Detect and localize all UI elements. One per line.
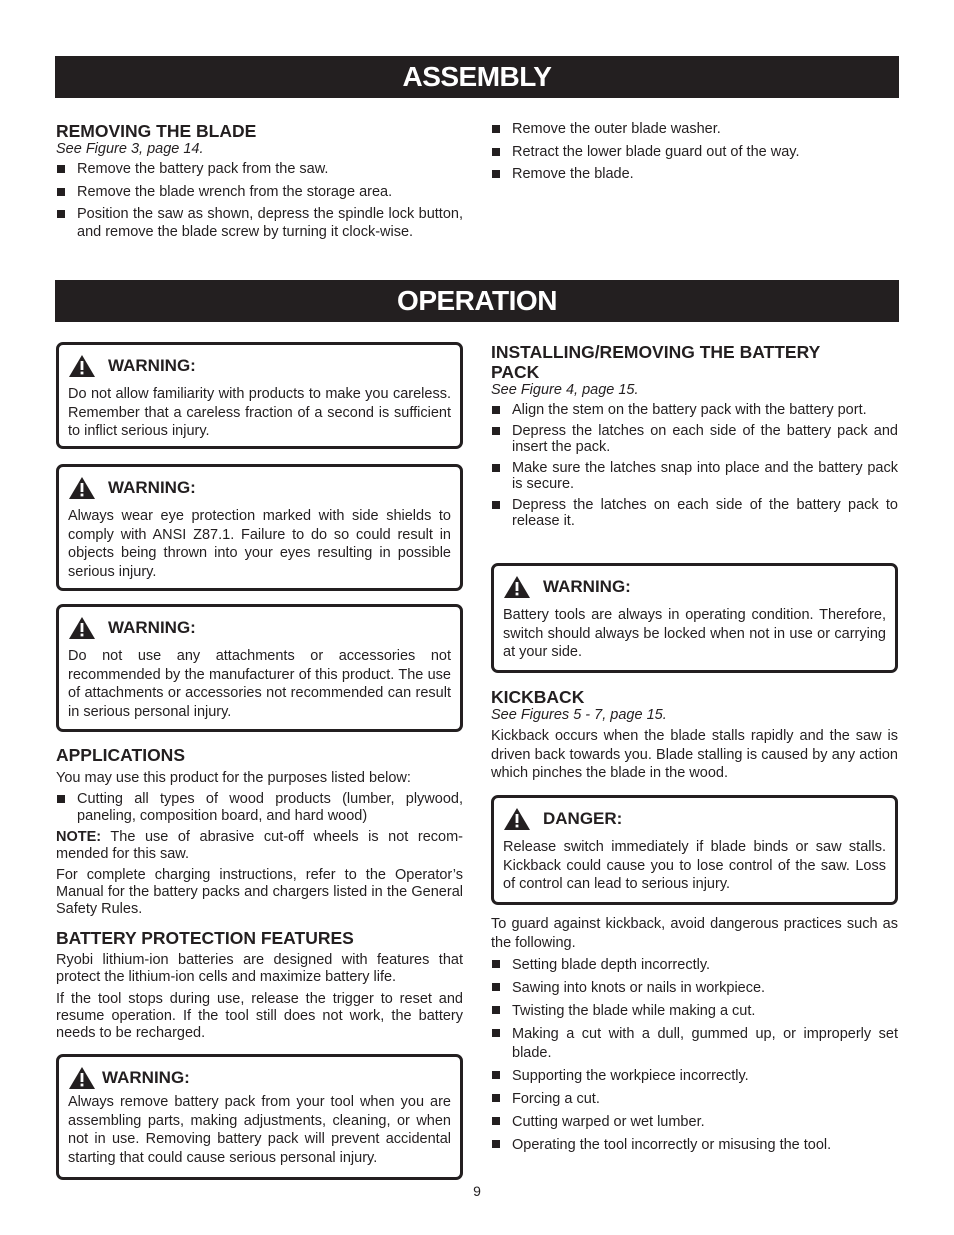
warning-title: WARNING: xyxy=(108,478,196,497)
list-item: Setting blade depth incorrectly. xyxy=(491,956,898,975)
removing-blade-list xyxy=(56,161,463,241)
danger-triangle-icon xyxy=(503,807,531,831)
list-item: Make sure the latches snap into place and the battery pack is secure. xyxy=(491,460,898,493)
operation-banner: OPERATION xyxy=(55,280,899,322)
list-item: Remove the blade. xyxy=(491,166,898,184)
warning-title: WARNING: xyxy=(102,1068,190,1087)
warning-text: Do not use any attachments or accessories not recommended by the manufacturer of this product. The use of attachments or accessories not recommended can result in serious personal injury. xyxy=(68,648,451,720)
removing-blade-section xyxy=(56,121,463,246)
guard-list xyxy=(491,956,898,1155)
list-item: Making a cut with a dull, gummed up, or improperly set blade. xyxy=(491,1025,898,1062)
warning-box-battery-tools xyxy=(491,563,898,673)
guard-intro: To guard against kickback, avoid dangerous practices such as the following. xyxy=(491,916,898,951)
installing-battery-list xyxy=(491,402,898,530)
battery-protection-heading: BATTERY PROTECTION FEATURES xyxy=(56,928,354,948)
installing-battery-heading: INSTALLING/REMOVING THE BATTERY PACK xyxy=(491,342,820,382)
warning-triangle-icon xyxy=(68,476,96,500)
page-number: 9 xyxy=(473,1183,481,1199)
list-item: Supporting the workpiece incorrectly. xyxy=(491,1067,898,1086)
warning-text: Battery tools are always in operating condition. Therefore, switch should always be locked when not in use or carrying at your side. xyxy=(503,607,886,660)
danger-box-kickback xyxy=(491,795,898,905)
applications-intro: You may use this product for the purposes listed below: xyxy=(56,770,411,786)
removing-blade-section-cont xyxy=(491,121,898,189)
warning-title: WARNING: xyxy=(108,356,196,375)
warning-triangle-icon xyxy=(68,354,96,378)
list-item: Align the stem on the battery pack with the battery port. xyxy=(491,402,898,419)
list-item: Remove the outer blade washer. xyxy=(491,121,898,139)
kickback-section xyxy=(491,687,898,783)
assembly-banner: ASSEMBLY xyxy=(55,56,899,98)
warning-box-eye-protection xyxy=(56,464,463,591)
battery-protection-section xyxy=(56,928,463,1042)
battery-protection-p2: If the tool stops during use, release the trigger to reset and resume operation. If the tool still does not work, the battery needs to be recharged. xyxy=(56,991,463,1041)
kickback-ref: See Figures 5 - 7, page 15. xyxy=(491,707,667,723)
list-item: Remove the battery pack from the saw. xyxy=(56,161,463,179)
danger-title: DANGER: xyxy=(543,809,623,828)
list-item: Twisting the blade while making a cut. xyxy=(491,1002,898,1021)
list-item: Cutting warped or wet lumber. xyxy=(491,1113,898,1132)
note-label: NOTE: xyxy=(56,828,102,845)
warning-text: Do not allow familiarity with products to make you careless. Remember that a careless fraction of a second is sufficient to inflict serious injury. xyxy=(68,386,451,439)
warning-text: Always remove battery pack from your tool when you are assembling parts, making adjustments, cleaning, or when not in use. Removing battery pack will prevent accidental starting that could cause serious personal injury. xyxy=(68,1094,451,1166)
warning-box-familiarity xyxy=(56,342,463,449)
list-item: Operating the tool incorrectly or misusing the tool. xyxy=(491,1136,898,1155)
list-item: Depress the latches on each side of the battery pack and insert the pack. xyxy=(491,423,898,456)
list-item: Remove the blade wrench from the storage area. xyxy=(56,184,463,202)
warning-text: Always wear eye protection marked with side shields to comply with ANSI Z87.1. Failure to do so could result in objects being thrown into your eyes resulting in possible serious injury. xyxy=(68,508,451,580)
installing-battery-section xyxy=(491,342,898,534)
list-item: Forcing a cut. xyxy=(491,1090,898,1109)
applications-list xyxy=(56,791,463,825)
battery-protection-p1: Ryobi lithium-ion batteries are designed with features that protect the lithium-ion cells and maximize battery life. xyxy=(56,952,463,985)
list-item: Position the saw as shown, depress the spindle lock button, and remove the blade screw by turning it clock-wise. xyxy=(56,206,463,241)
kickback-p1: Kickback occurs when the blade stalls rapidly and the saw is driven back towards you. Blade stalling is caused by any action which pinches the blade in the wood. xyxy=(491,728,898,781)
warning-triangle-icon xyxy=(68,1066,96,1090)
applications-charging: For complete charging instructions, refer to the Operator’s Manual for the battery packs and chargers listed in the General Safety Rules. xyxy=(56,866,463,917)
list-item: Retract the lower blade guard out of the way. xyxy=(491,144,898,162)
warning-triangle-icon xyxy=(503,575,531,599)
applications-note xyxy=(56,829,463,863)
applications-section xyxy=(56,745,463,918)
applications-heading: APPLICATIONS xyxy=(56,745,185,765)
list-item: Sawing into knots or nails in workpiece. xyxy=(491,979,898,998)
warning-box-remove-battery xyxy=(56,1054,463,1180)
removing-blade-list-cont xyxy=(491,121,898,184)
list-item: Cutting all types of wood products (lumber, plywood, paneling, composition board, and hard wood) xyxy=(56,791,463,825)
note-text: The use of abrasive cut-off wheels is not recom-mended for this saw. xyxy=(56,828,463,862)
guard-kickback-section xyxy=(491,915,898,1159)
removing-blade-heading: REMOVING THE BLADE xyxy=(56,121,257,141)
installing-battery-ref: See Figure 4, page 15. xyxy=(491,382,639,398)
list-item: Depress the latches on each side of the battery pack to release it. xyxy=(491,497,898,530)
warning-title: WARNING: xyxy=(543,577,631,596)
warning-title: WARNING: xyxy=(108,618,196,637)
danger-text: Release switch immediately if blade binds or saw stalls. Kickback could cause you to lose control of the saw. Loss of control can lead to serious injury. xyxy=(503,839,886,892)
removing-blade-ref: See Figure 3, page 14. xyxy=(56,141,204,157)
kickback-heading: KICKBACK xyxy=(491,687,585,707)
warning-box-attachments xyxy=(56,604,463,732)
warning-triangle-icon xyxy=(68,616,96,640)
